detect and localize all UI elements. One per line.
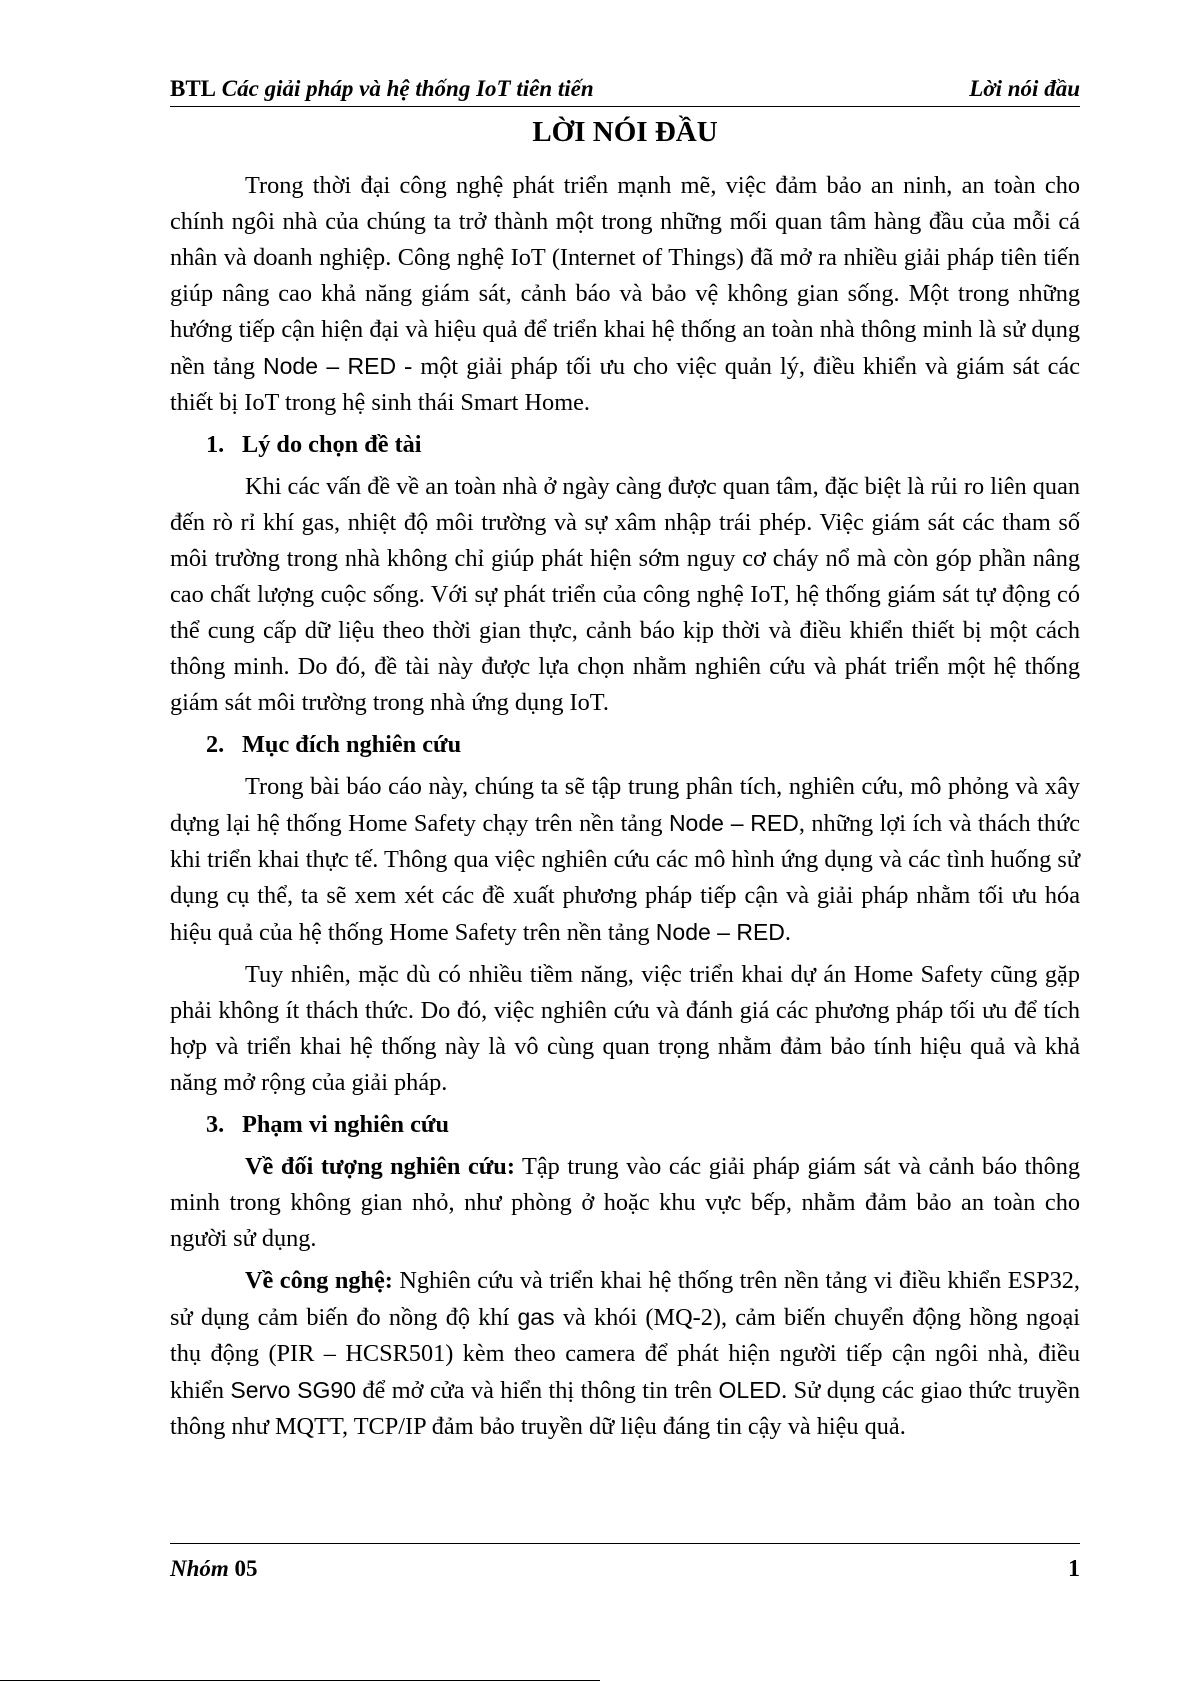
section-2-text-b: , những lợi ích và thách thức khi triển khai thực tế. Thông qua việc nghiên cứu các mô hình ứng dụng và các tình huống sử dụng cụ thể, ta sẽ xem xét các đề xuất phương pháp tiếp cận và giải pháp nhằm tối ưu hóa hiệu quả của hệ thống Home Safety trên nền tảng [170, 810, 1080, 946]
section-3-label-2: Về công nghệ: [245, 1267, 393, 1294]
section-2-heading [170, 727, 1080, 763]
section-3-paragraph-2 [170, 1263, 1080, 1445]
section-1-paragraph: Khi các vấn đề về an toàn nhà ở ngày càng được quan tâm, đặc biệt là rủi ro liên quan đến rò rỉ khí gas, nhiệt độ môi trường và sự xâm nhập trái phép. Việc giám sát các tham số môi trường trong nhà không chỉ giúp phát hiện sớm nguy cơ cháy nổ mà còn góp phần nâng cao chất lượng cuộc sống. Với sự phát triển của công nghệ IoT, hệ thống giám sát tự động có thể cung cấp dữ liệu theo thời gian thực, cảnh báo kịp thời và điều khiển thiết bị một cách thông minh. Do đó, đề tài này được lựa chọn nhằm nghiên cứu và phát triển một hệ thống giám sát môi trường trong nhà ứng dụng IoT. [170, 473, 1080, 716]
bottom-divider [0, 1680, 600, 1681]
intro-paragraph [170, 168, 1080, 421]
section-2-paragraph-1 [170, 769, 1080, 951]
section-3-number: 3. [206, 1111, 225, 1138]
intro-text-2: - một giải pháp tối ưu cho việc quản lý, điều khiển và giám sát các thiết bị IoT trong hệ sinh thái Smart Home. [170, 353, 1080, 416]
footer-group-number: 05 [234, 1556, 258, 1581]
section-2-nodered-1: Node – RED [668, 810, 799, 836]
section-2-number: 2. [206, 731, 225, 758]
section-3-servo: Servo SG90 [230, 1377, 356, 1403]
page-footer [170, 1543, 1080, 1586]
section-3-text-1: Tập trung vào các giải pháp giám sát và cảnh báo thông minh trong không gian nhỏ, như phòng ở hoặc khu vực bếp, nhằm đảm bảo an toàn cho người sử dụng. [170, 1153, 1081, 1252]
section-3-heading [170, 1107, 1080, 1143]
section-3-text-2c: để mở cửa và hiển thị thông tin trên [355, 1377, 719, 1404]
section-2-title: Mục đích nghiên cứu [242, 731, 462, 758]
section-3-text-2d: . Sử dụng các giao thức truyền thông như MQTT, TCP/IP đảm bảo truyền dữ liệu đáng tin cậy và hiệu quả. [170, 1377, 1080, 1440]
section-3-text-2b: và khói (MQ-2), cảm biến chuyển động hồng ngoại thụ động (PIR – HCSR501) kèm theo camera để phát hiện người tiếp cận ngôi nhà, điều khiển [170, 1304, 1080, 1404]
page-header [170, 72, 1080, 107]
section-2-nodered-2: Node – RED [655, 919, 785, 945]
section-2-paragraph-2: Tuy nhiên, mặc dù có nhiều tiềm năng, việc triển khai dự án Home Safety cũng gặp phải không ít thách thức. Do đó, việc nghiên cứu và đánh giá các phương pháp tối ưu để tích hợp và triển khai hệ thống này là vô cùng quan trọng nhằm đảm bảo tính hiệu quả và khả năng mở rộng của giải pháp. [170, 961, 1080, 1096]
document-body [170, 168, 1080, 1451]
section-1-heading [170, 427, 1080, 463]
section-1-number: 1. [206, 431, 225, 458]
section-3-paragraph-1 [170, 1149, 1080, 1257]
section-1-title: Lý do chọn đề tài [242, 431, 422, 458]
section-3-gas: gas [517, 1304, 555, 1330]
page-number: 1 [1068, 1556, 1080, 1582]
section-2-text-a: Trong bài báo cáo này, chúng ta sẽ tập trung phân tích, nghiên cứu, mô phỏng và xây dựng lại hệ thống Home Safety chạy trên nền tảng [170, 773, 1080, 837]
section-2-text-c: . [784, 919, 791, 946]
header-course-title [170, 72, 594, 106]
header-section-name: Lời nói đầu [969, 76, 1080, 101]
footer-group-label: Nhóm [170, 1556, 229, 1581]
section-3-text-2a: Nghiên cứu và triển khai hệ thống trên nền tảng vi điều khiển ESP32, sử dụng cảm biến đo nồng độ khí [170, 1267, 1080, 1331]
section-3-oled: OLED [718, 1377, 782, 1403]
footer-group [170, 1548, 258, 1590]
intro-nodered: Node – RED [263, 353, 397, 379]
header-prefix: BTL [170, 76, 217, 101]
intro-text-1: Trong thời đại công nghệ phát triển mạnh mẽ, việc đảm bảo an ninh, an toàn cho chính ngôi nhà của chúng ta trở thành một trong những mối quan tâm hàng đầu của mỗi cá nhân và doanh nghiệp. Công nghệ IoT (Internet of Things) đã mở ra nhiều giải pháp tiên tiến giúp nâng cao khả năng giám sát, cảnh báo và bảo vệ không gian sống. Một trong những hướng tiếp cận hiện đại và hiệu quả để triển khai hệ thống an toàn nhà thông minh là sử dụng nền tảng [170, 172, 1080, 380]
page-title: LỜI NÓI ĐẦU [532, 116, 718, 148]
section-3-label-1: Về đối tượng nghiên cứu: [245, 1153, 515, 1180]
header-course-name: Các giải pháp và hệ thống IoT tiên tiến [221, 76, 594, 101]
section-3-title: Phạm vi nghiên cứu [242, 1111, 449, 1138]
